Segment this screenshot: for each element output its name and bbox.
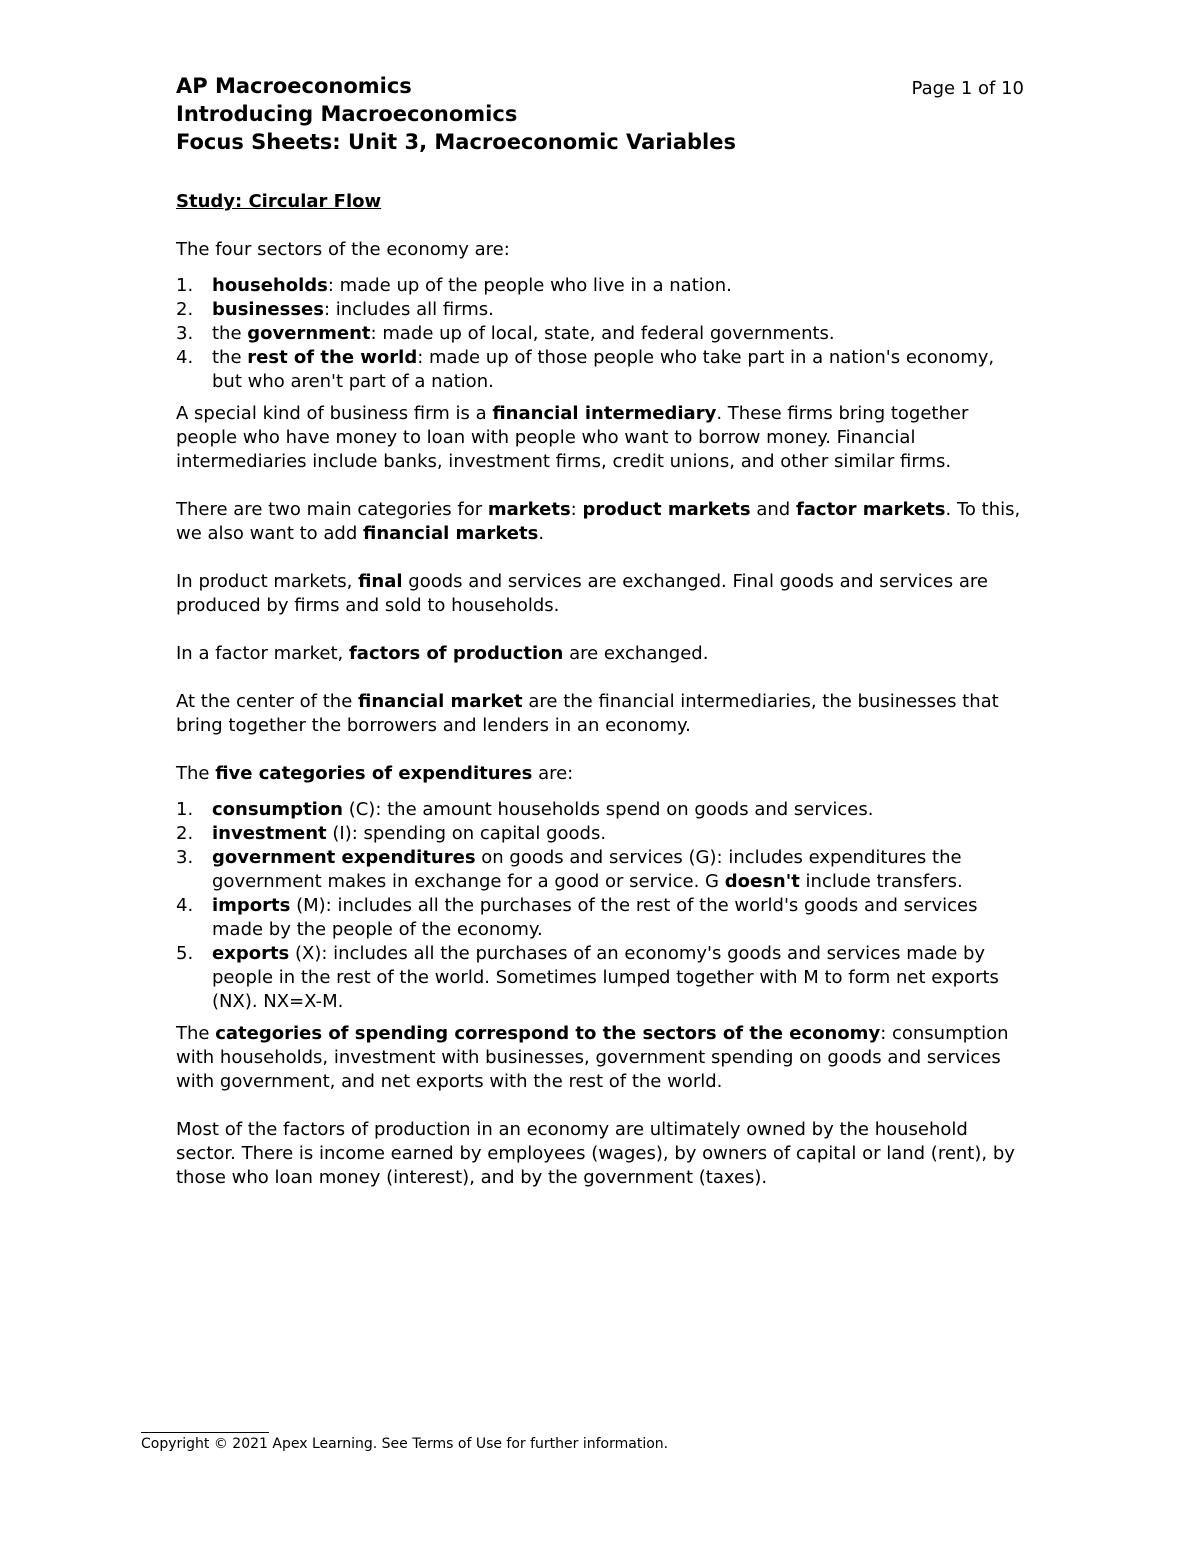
text-span: . — [538, 523, 545, 544]
list-item — [176, 894, 1024, 942]
sectors-intro: The four sectors of the economy are: — [176, 239, 510, 260]
article: the — [212, 347, 248, 368]
text-span: are: — [532, 763, 574, 784]
text-span: . These firms bring together people who have money to loan with people who want to borrow money. Financial intermediaries include banks, investment firms, credit unions, and other similar firms. — [176, 403, 969, 472]
page-number: Page 1 of 10 — [911, 78, 1024, 99]
term: factors of production — [348, 643, 564, 664]
term: doesn't — [724, 871, 800, 892]
sheet-title: Focus Sheets: Unit 3, Macroeconomic Variables — [176, 130, 736, 154]
markets-paragraph — [176, 498, 1024, 546]
definition: (X): includes all the purchases of an economy's goods and services made by people in the rest of the world. Sometimes lumped together with M to form net exports (NX). NX=X-M. — [212, 943, 999, 1012]
term: five categories of expenditures — [215, 763, 533, 784]
term: financial markets — [363, 523, 539, 544]
expenditures-intro — [176, 762, 1024, 786]
text-span: In product markets, — [176, 571, 359, 592]
sectors-list — [176, 274, 1024, 394]
footer-rule — [141, 1432, 269, 1433]
copyright-footer: Copyright © 2021 Apex Learning. See Terms of Use for further information. — [141, 1436, 669, 1452]
text-span: goods and services are exchanged. Final goods and services are produced by firms and sold to households. — [176, 571, 988, 616]
term: government expenditures — [212, 847, 476, 868]
term: households — [212, 275, 328, 296]
text-span: The — [176, 1023, 216, 1044]
term: rest of the world — [247, 347, 418, 368]
definition: : includes all firms. — [323, 299, 494, 320]
list-item — [176, 798, 1024, 822]
section-heading: Study: Circular Flow — [176, 191, 382, 212]
financial-market-paragraph — [176, 690, 1024, 738]
list-item — [176, 346, 1024, 394]
term: investment — [212, 823, 327, 844]
article: the — [212, 323, 248, 344]
term: markets — [487, 499, 571, 520]
term: factor markets — [795, 499, 946, 520]
list-number: 2. — [176, 823, 194, 844]
text-span: There are two main categories for — [176, 499, 488, 520]
term: imports — [212, 895, 291, 916]
term: government — [247, 323, 371, 344]
definition: (M): includes all the purchases of the rest of the world's goods and services made by the people of the economy. — [212, 895, 978, 940]
text-span: The — [176, 763, 216, 784]
list-number: 1. — [176, 275, 194, 296]
term: final — [358, 571, 403, 592]
expenditures-list — [176, 798, 1024, 1014]
financial-intermediary-paragraph — [176, 402, 1024, 474]
term: businesses — [212, 299, 324, 320]
term: product markets — [582, 499, 751, 520]
definition: include transfers. — [799, 871, 963, 892]
list-item — [176, 822, 1024, 846]
income-paragraph: Most of the factors of production in an economy are ultimately owned by the household sector. There is income earned by employees (wages), by owners of capital or land (rent), by those who loan money (interest), and by the government (taxes). — [176, 1119, 1015, 1188]
term: financial market — [358, 691, 523, 712]
term: exports — [212, 943, 290, 964]
course-title: AP Macroeconomics — [176, 74, 412, 98]
definition: : made up of the people who live in a nation. — [327, 275, 732, 296]
list-item — [176, 846, 1024, 894]
definition: (C): the amount households spend on goods and services. — [342, 799, 874, 820]
text-span: : consumption with households, investment with businesses, government spending on goods and services with government, and net exports with the rest of the world. — [176, 1023, 1009, 1092]
correspondence-paragraph — [176, 1022, 1024, 1094]
term: financial intermediary — [492, 403, 717, 424]
text-span: In a factor market, — [176, 643, 349, 664]
text-span: . To this, we also want to add — [176, 499, 1021, 544]
term: categories of spending correspond to the sectors of the economy — [215, 1023, 881, 1044]
text-span: At the center of the — [176, 691, 359, 712]
text-span: : — [570, 499, 583, 520]
list-number: 2. — [176, 299, 194, 320]
unit-title: Introducing Macroeconomics — [176, 102, 518, 126]
list-item — [176, 298, 1024, 322]
list-number: 3. — [176, 323, 194, 344]
definition: : made up of those people who take part in a nation's economy, but who aren't part of a nation. — [212, 347, 995, 392]
document-page — [176, 72, 1024, 1190]
list-number: 1. — [176, 799, 194, 820]
text-span: and — [750, 499, 796, 520]
text-span: A special kind of business firm is a — [176, 403, 493, 424]
list-number: 5. — [176, 943, 194, 964]
text-span: are the financial intermediaries, the businesses that bring together the borrowers and lenders in an economy. — [176, 691, 999, 736]
list-item — [176, 322, 1024, 346]
list-item — [176, 942, 1024, 1014]
list-number: 3. — [176, 847, 194, 868]
list-item — [176, 274, 1024, 298]
text-span: are exchanged. — [563, 643, 709, 664]
definition: : made up of local, state, and federal governments. — [370, 323, 835, 344]
list-number: 4. — [176, 895, 194, 916]
term: consumption — [212, 799, 343, 820]
product-markets-paragraph — [176, 570, 1024, 618]
definition: (I): spending on capital goods. — [326, 823, 607, 844]
definition: on goods and services (G): includes expenditures the government makes in exchange for a good or service. G — [212, 847, 962, 892]
list-number: 4. — [176, 347, 194, 368]
factor-market-paragraph — [176, 642, 1024, 666]
